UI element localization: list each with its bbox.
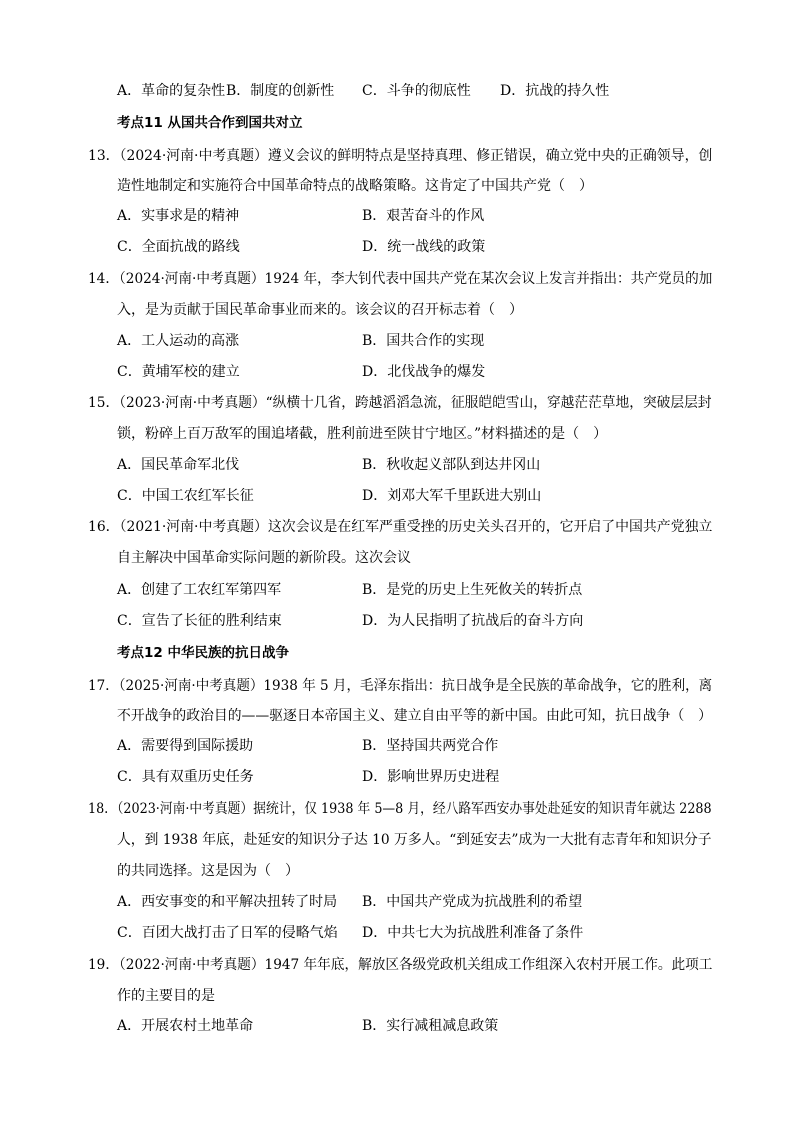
q15-option-b: B．秋收起义部队到达井冈山 — [362, 457, 541, 473]
q18-option-c: C．百团大战打击了日军的侵略气焰 — [117, 925, 338, 941]
q16-option-c: C．宣告了长征的胜利结束 — [117, 613, 282, 629]
q17-option-c: C．具有双重历史任务 — [117, 769, 254, 785]
top-option-d: D．抗战的持久性 — [500, 83, 610, 99]
q13-line-1: 13．（2024·河南·中考真题）遵义会议的鲜明特点是坚持真理、修正错误，确立党中央的正确领导，创 — [88, 148, 713, 164]
q16-option-a: A．创建了工农红军第四军 — [117, 582, 282, 598]
q15-option-d: D．刘邓大军千里跃进大别山 — [362, 488, 542, 504]
q19-option-b: B．实行减租减息政策 — [362, 1018, 499, 1034]
q15-option-a: A．国民革命军北伐 — [117, 457, 240, 473]
q15-line-2: 锁，粉碎上百万敌军的围追堵截，胜利前进至陕甘宁地区。”材料描述的是（ ） — [117, 426, 608, 442]
q17-line-2: 不开战争的政治目的——驱逐日本帝国主义、建立自由平等的新中国。由此可知，抗日战争（ ） — [117, 708, 713, 724]
q16-line-1: 16．（2021·河南·中考真题）这次会议是在红军严重受挫的历史关头召开的，它开启了中国共产党独立 — [88, 519, 713, 535]
q13-option-d: D．统一战线的政策 — [362, 239, 486, 255]
q14-option-b: B．国共合作的实现 — [362, 333, 485, 349]
q18-line-1: 18．（2023·河南·中考真题）据统计，仅 1938 年 5—8 月，经八路军西安办事处赴延安的知识青年就达 2288 — [88, 801, 712, 817]
q15-line-1: 15．（2023·河南·中考真题）“纵横十几省，跨越滔滔急流，征服皑皑雪山，穿越茫茫草地，突破层层封 — [88, 395, 712, 411]
top-option-a: A．革命的复杂性 — [117, 83, 226, 99]
q16-line-2: 自主解决中国革命实际问题的新阶段。这次会议 — [117, 550, 411, 566]
q19-line-1: 19．（2022·河南·中考真题）1947 年年底，解放区各级党政机关组成工作组深入农村开展工作。此项工 — [88, 957, 713, 973]
section-heading-11: 考点11 从国共合作到国共对立 — [117, 115, 303, 131]
top-option-c: C．斗争的彻底性 — [362, 83, 471, 99]
q17-option-d: D．影响世界历史进程 — [362, 769, 500, 785]
q14-line-2: 入，是为贡献于国民革命事业而来的。该会议的召开标志着（ ） — [117, 302, 523, 318]
q18-line-2: 人，到 1938 年底，赴延安的知识分子达 10 万多人。“到延安去”成为一大批有志青年和知识分子 — [117, 832, 712, 848]
q18-option-d: D．中共七大为抗战胜利准备了条件 — [362, 925, 584, 941]
q18-option-b: B．中国共产党成为抗战胜利的希望 — [362, 894, 583, 910]
q19-line-2: 作的主要目的是 — [117, 988, 215, 1004]
q19-option-a: A．开展农村土地革命 — [117, 1018, 254, 1034]
q14-option-a: A．工人运动的高涨 — [117, 333, 240, 349]
q13-option-a: A．实事求是的精神 — [117, 208, 240, 224]
section-heading-12: 考点12 中华民族的抗日战争 — [117, 645, 289, 661]
q13-line-2: 造性地制定和实施符合中国革命特点的战略策略。这肯定了中国共产党（ ） — [117, 178, 593, 194]
q18-line-3: 的共同选择。这是因为（ ） — [117, 863, 299, 879]
top-option-b: B．制度的创新性 — [226, 83, 335, 99]
q17-line-1: 17．（2025·河南·中考真题）1938 年 5 月，毛泽东指出：抗日战争是全民族的革命战争，它的胜利，离 — [88, 678, 713, 694]
q16-option-b: B．是党的历史上生死攸关的转折点 — [362, 582, 583, 598]
q14-option-d: D．北伐战争的爆发 — [362, 364, 486, 380]
q13-option-c: C．全面抗战的路线 — [117, 239, 240, 255]
q14-line-1: 14．（2024·河南·中考真题）1924 年，李大钊代表中国共产党在某次会议上发言并指出：共产党员的加 — [88, 271, 713, 287]
q17-option-a: A．需要得到国际援助 — [117, 738, 254, 754]
q14-option-c: C．黄埔军校的建立 — [117, 364, 240, 380]
q17-option-b: B．坚持国共两党合作 — [362, 738, 499, 754]
q16-option-d: D．为人民指明了抗战后的奋斗方向 — [362, 613, 584, 629]
q13-option-b: B．艰苦奋斗的作风 — [362, 208, 485, 224]
q18-option-a: A．西安事变的和平解决扭转了时局 — [117, 894, 338, 910]
q15-option-c: C．中国工农红军长征 — [117, 488, 254, 504]
